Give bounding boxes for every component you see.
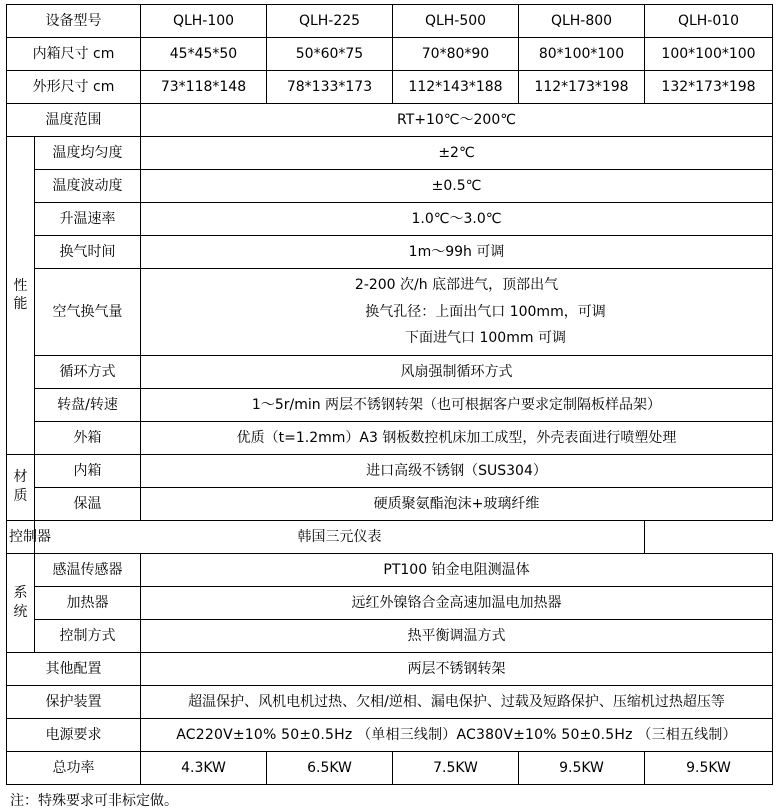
value-temp-uniformity: ±2℃ — [141, 137, 773, 170]
value-air-change-time: 1m～99h 可调 — [141, 236, 773, 269]
row-label-insulation: 保温 — [35, 487, 141, 520]
air-volume-line-2: 换气孔径：上面出气口 100mm，可调 — [365, 303, 606, 320]
table-row-insulation — [7, 487, 773, 520]
table-row-circulation — [7, 355, 773, 388]
table-row-temp-uniformity — [7, 137, 773, 170]
row-label-temp-fluctuation: 温度波动度 — [35, 170, 141, 203]
side-category-material — [7, 454, 35, 520]
table-row-inner-size — [7, 38, 773, 71]
side-category-material-char-1: 材 — [13, 469, 28, 486]
side-category-performance-char-2: 能 — [13, 296, 28, 313]
row-label-power-supply: 电源要求 — [7, 718, 141, 751]
air-volume-line-1: 2-200 次/h 底部进气，顶部出气 — [354, 277, 559, 293]
total-power-qlh-800: 9.5KW — [519, 751, 645, 784]
table-row-inner-box — [7, 454, 773, 487]
value-temp-fluctuation: ±0.5℃ — [141, 170, 773, 203]
row-label-control-mode: 控制方式 — [35, 619, 141, 652]
row-label-heater: 加热器 — [35, 586, 141, 619]
inner-size-qlh-100: 45*45*50 — [141, 38, 267, 71]
value-heater: 远红外镍铬合金高速加温电加热器 — [141, 586, 773, 619]
value-other-config: 两层不锈钢转架 — [141, 652, 773, 685]
inner-size-qlh-010: 100*100*100 — [645, 38, 773, 71]
side-category-performance-char-1: 性 — [13, 277, 28, 294]
value-outer-box: 优质（t=1.2mm）A3 钢板数控机床加工成型，外壳表面进行喷塑处理 — [141, 421, 773, 454]
total-power-qlh-100: 4.3KW — [141, 751, 267, 784]
table-row-outer-size — [7, 71, 773, 104]
total-power-qlh-500: 7.5KW — [393, 751, 519, 784]
outer-size-qlh-100: 73*118*148 — [141, 71, 267, 104]
row-label-protection: 保护装置 — [7, 685, 141, 718]
table-row-control-mode — [7, 619, 773, 652]
table-row-sensor — [7, 553, 773, 586]
value-protection: 超温保护、风机电机过热、欠相/逆相、漏电保护、过载及短路保护、压缩机过热超压等 — [141, 685, 773, 718]
value-insulation: 硬质聚氨酯泡沫+玻璃纤维 — [141, 487, 773, 520]
outer-size-qlh-225: 78*133*173 — [267, 71, 393, 104]
air-volume-line-3: 下面进气口 100mm 可调 — [405, 330, 566, 347]
row-label-heating-rate: 升温速率 — [35, 203, 141, 236]
row-label-other-config: 其他配置 — [7, 652, 141, 685]
side-category-system-char-1: 系 — [13, 584, 28, 601]
total-power-qlh-010: 9.5KW — [645, 751, 773, 784]
table-row-turntable — [7, 388, 773, 421]
side-category-system-char-2: 统 — [13, 603, 28, 620]
inner-size-qlh-800: 80*100*100 — [519, 38, 645, 71]
table-row-air-volume — [7, 269, 773, 356]
value-air-volume — [141, 269, 773, 356]
row-label-circulation: 循环方式 — [35, 355, 141, 388]
value-inner-box: 进口高级不锈钢（SUS304） — [141, 454, 773, 487]
value-heating-rate: 1.0℃～3.0℃ — [141, 203, 773, 236]
table-row-temp-range — [7, 104, 773, 137]
row-label-sensor: 感温传感器 — [35, 553, 141, 586]
value-controller: 韩国三元仪表 — [35, 520, 645, 553]
row-label-air-change-time: 换气时间 — [35, 236, 141, 269]
table-row-heater — [7, 586, 773, 619]
value-circulation: 风扇强制循环方式 — [141, 355, 773, 388]
row-label-inner-box: 内箱 — [35, 454, 141, 487]
table-row-air-change-time — [7, 236, 773, 269]
table-row-temp-fluctuation — [7, 170, 773, 203]
outer-size-qlh-010: 132*173*198 — [645, 71, 773, 104]
model-qlh-800: QLH-800 — [519, 5, 645, 38]
outer-size-qlh-800: 112*173*198 — [519, 71, 645, 104]
specification-table — [6, 4, 773, 785]
value-control-mode: 热平衡调温方式 — [141, 619, 773, 652]
table-row-power-supply — [7, 718, 773, 751]
side-category-material-char-2: 质 — [13, 488, 28, 505]
model-qlh-500: QLH-500 — [393, 5, 519, 38]
total-power-qlh-225: 6.5KW — [267, 751, 393, 784]
table-row-heating-rate — [7, 203, 773, 236]
value-temp-range: RT+10℃～200℃ — [141, 104, 773, 137]
row-label-outer-size: 外形尺寸 cm — [7, 71, 141, 104]
table-row-other-config — [7, 652, 773, 685]
row-label-controller: 控制器 — [7, 520, 35, 553]
model-qlh-100: QLH-100 — [141, 5, 267, 38]
row-label-temp-uniformity: 温度均匀度 — [35, 137, 141, 170]
outer-size-qlh-500: 112*143*188 — [393, 71, 519, 104]
table-row-total-power — [7, 751, 773, 784]
row-label-outer-box: 外箱 — [35, 421, 141, 454]
row-label-temp-range: 温度范围 — [7, 104, 141, 137]
inner-size-qlh-500: 70*80*90 — [393, 38, 519, 71]
side-category-system — [7, 553, 35, 652]
model-qlh-225: QLH-225 — [267, 5, 393, 38]
table-row-model-header — [7, 5, 773, 38]
table-row-controller — [7, 520, 773, 553]
footnote: 注：特殊要求可非标定做。 — [10, 792, 178, 809]
value-power-supply: AC220V±10% 50±0.5Hz （单相三线制）AC380V±10% 50±0.5Hz （三相五线制） — [141, 718, 773, 751]
header-model-label: 设备型号 — [7, 5, 141, 38]
value-sensor: PT100 铂金电阻测温体 — [141, 553, 773, 586]
table-row-protection — [7, 685, 773, 718]
row-label-inner-size: 内箱尺寸 cm — [7, 38, 141, 71]
value-turntable: 1～5r/min 两层不锈钢转架（也可根据客户要求定制隔板样品架） — [141, 388, 773, 421]
inner-size-qlh-225: 50*60*75 — [267, 38, 393, 71]
model-qlh-010: QLH-010 — [645, 5, 773, 38]
row-label-total-power: 总功率 — [7, 751, 141, 784]
table-row-outer-box — [7, 421, 773, 454]
row-label-air-volume: 空气换气量 — [35, 269, 141, 356]
row-label-turntable: 转盘/转速 — [35, 388, 141, 421]
side-category-performance — [7, 137, 35, 455]
